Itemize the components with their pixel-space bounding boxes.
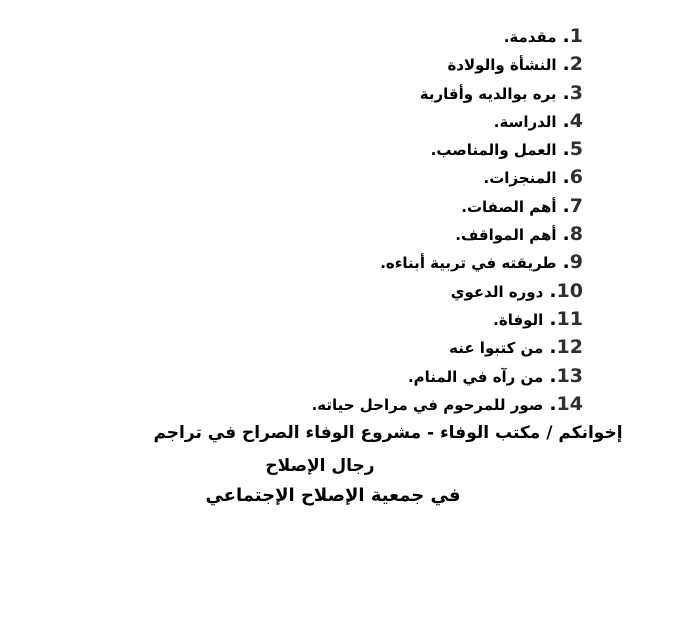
toc-item [163, 79, 583, 107]
toc-item [163, 305, 583, 333]
toc-item-text: دوره الدعوي [450, 282, 544, 301]
toc-item-dot: . [549, 279, 557, 302]
toc-item [163, 135, 583, 163]
toc-item [163, 248, 583, 276]
toc-item-dot: . [562, 81, 570, 104]
toc-item-text: صور للمرحوم في مراحل حياته. [311, 395, 544, 414]
toc-item-number: 6 [569, 166, 583, 189]
toc-item [163, 50, 583, 78]
footer-credit-line: إخوانكم / مكتب الوفاء - مشروع الوفاء الصراح في تراجم [153, 423, 623, 443]
table-of-contents [163, 22, 583, 418]
toc-item-text: بره بوالديه وأقاربة [419, 84, 557, 103]
toc-item [163, 107, 583, 135]
toc-item-dot: . [549, 336, 557, 359]
toc-item-number: 9 [569, 251, 583, 274]
toc-item-text: طريقته في تربية أبناءه. [380, 254, 557, 273]
toc-item-number: 2 [569, 53, 583, 76]
toc-item-dot: . [562, 251, 570, 274]
toc-item-text: أهم المواقف. [455, 226, 557, 245]
toc-item-number: 14 [556, 392, 583, 415]
toc-item-text: الوفاة. [493, 310, 544, 329]
toc-item-dot: . [562, 194, 570, 217]
toc-item-number: 4 [569, 109, 583, 132]
toc-item-number: 13 [556, 364, 583, 387]
toc-item-text: العمل والمناصب. [430, 141, 557, 160]
toc-item [163, 22, 583, 50]
toc-item-number: 7 [569, 194, 583, 217]
toc-item-number: 10 [556, 279, 583, 302]
toc-item [163, 220, 583, 248]
toc-item [163, 362, 583, 390]
toc-item-number: 5 [569, 138, 583, 161]
toc-item [163, 390, 583, 418]
toc-item-dot: . [549, 364, 557, 387]
toc-item [163, 163, 583, 191]
toc-item-text: المنجزات. [483, 169, 557, 188]
toc-item-number: 8 [569, 223, 583, 246]
toc-item-text: أهم الصفات. [461, 197, 557, 216]
toc-item-dot: . [562, 166, 570, 189]
toc-item-dot: . [562, 25, 570, 47]
footer-project-line: رجال الإصلاح [265, 456, 375, 476]
toc-item-dot: . [549, 392, 557, 415]
toc-item [163, 192, 583, 220]
toc-item-text: من رآه في المنام. [407, 367, 544, 386]
toc-item-number: 12 [556, 336, 583, 359]
toc-item-number: 1 [569, 25, 583, 47]
toc-item [163, 277, 583, 305]
toc-item-dot: . [562, 223, 570, 246]
footer-organization-line: في جمعية الإصلاح الإجتماعي [205, 485, 461, 506]
toc-item-number: 3 [569, 81, 583, 104]
toc-item-number: 11 [556, 307, 583, 330]
toc-item-dot: . [549, 307, 557, 330]
toc-item-text: الدراسة. [493, 112, 557, 131]
toc-item-text: النشأة والولادة [447, 56, 557, 75]
toc-item-text: من كتبوا عنه [449, 339, 544, 358]
toc-item-dot: . [562, 109, 570, 132]
toc-item-dot: . [562, 138, 570, 161]
toc-item-text: مقدمة. [503, 28, 557, 46]
toc-item [163, 333, 583, 361]
toc-item-dot: . [562, 53, 570, 76]
